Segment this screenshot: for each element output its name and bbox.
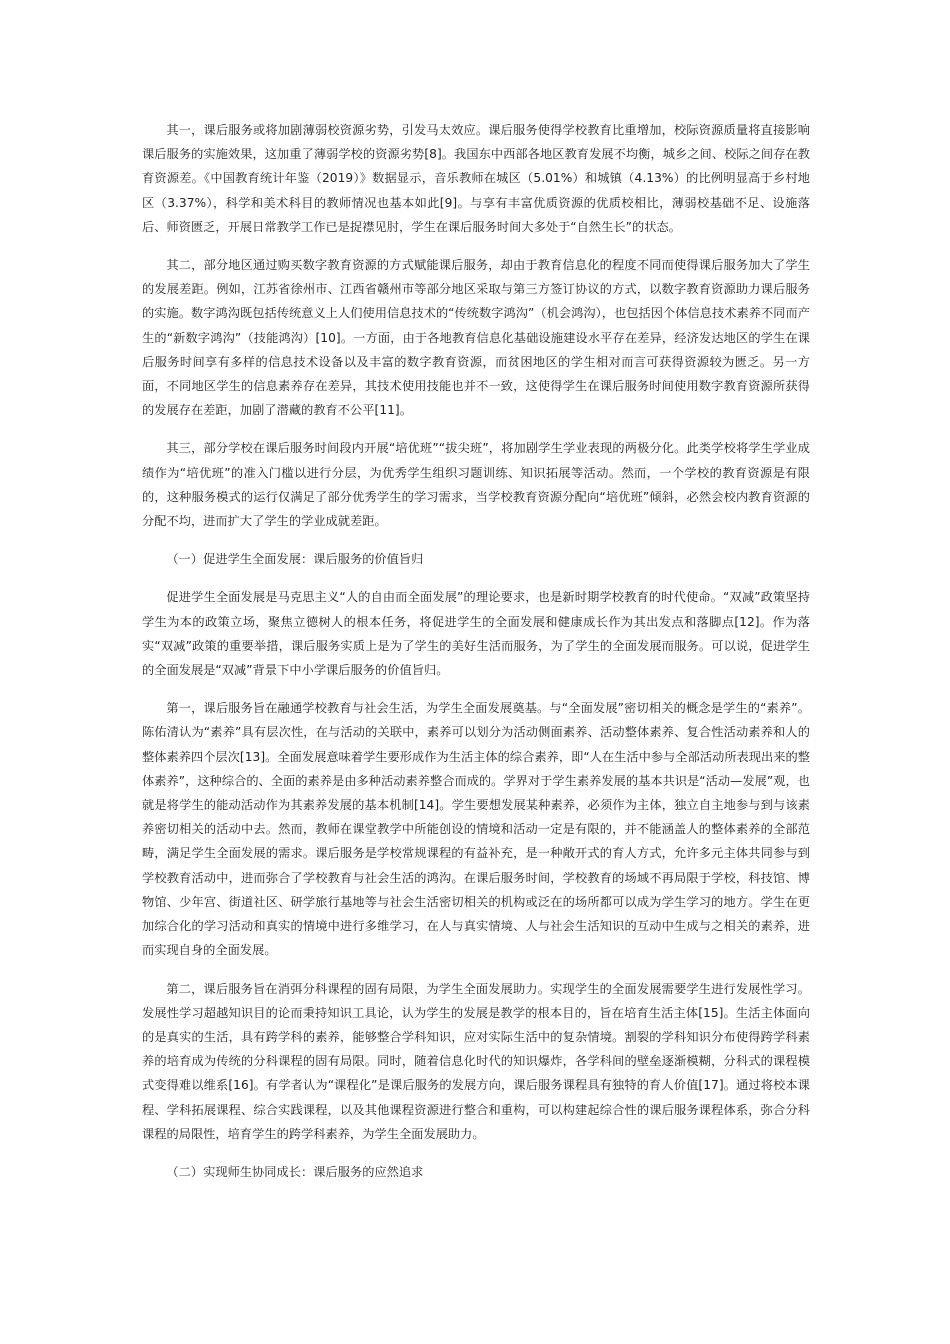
paragraph-third-point: 其三，部分学校在课后服务时间段内开展“培优班”“拔尖班”，将加剧学生学业表现的两极分化。此类学校将学生学业成绩作为“培优班”的准入门槛以进行分层，为优秀学生组织习题训练、知识拓展等活动。然而，一个学校的教育资源是有限的，这种服务模式的运行仅满足了部分优秀学生的学习需求，当学校教育资源分配向“培优班”倾斜，必然会校内教育资源的分配不均，进而扩大了学生的学业成就差距。: [142, 441, 810, 529]
section-heading-1: （一）促进学生全面发展：课后服务的价值旨归: [166, 552, 424, 567]
section-heading-2: （二）实现师生协同成长：课后服务的应然追求: [166, 1164, 424, 1179]
paragraph-first-aspect: 第一，课后服务旨在融通学校教育与社会生活，为学生全面发展奠基。与“全面发展”密切相关的概念是学生的“素养”。陈佑清认为“素养”具有层次性，在与活动的关联中，素养可以划分为活动侧面素养、活动整体素养、复合性活动素养和人的整体素养四个层次[13]。全面发展意味着学生要形成作为生活主体的综合素养，即“人在生活中参与全部活动所表现出来的整体素养”，这种综合的、全面的素养是由多种活动素养整合而成的。学界对于学生素养发展的基本共识是“活动—发展”观，也就是将学生的能动活动作为其素养发展的基本机制[14]。学生要想发展某种素养，必须作为主体，独立自主地参与到与该素养密切相关的活动中去。然而，教师在课堂教学中所能创设的情境和活动一定是有限的，并不能涵盖人的整体素养的全部范畴，满足学生全面发展的需求。课后服务是学校常规课程的有益补充，是一种敞开式的育人方式，允许多元主体共同参与到学校教育活动中，进而弥合了学校教育与社会生活的鸿沟。在课后服务时间，学校教育的场域不再局限于学校，科技馆、博物馆、少年宫、街道社区、研学旅行基地等与社会生活密切相关的机构或泛在的场所都可以成为学生学习的地方。学生在更加综合化的学习活动和真实的情境中进行多维学习，在人与真实情境、人与社会生活知识的互动中生成与之相关的素养，进而实现自身的全面发展。: [142, 701, 810, 958]
paragraph-second-point: 其二，部分地区通过购买数字教育资源的方式赋能课后服务，却由于教育信息化的程度不同而使得课后服务加大了学生的发展差距。例如，江苏省徐州市、江西省赣州市等部分地区采取与第三方签订协议的方式，以数字教育资源助力课后服务的实施。数字鸿沟既包括传统意义上人们使用信息技术的“传统数字鸿沟”（机会鸿沟），也包括因个体信息技术素养不同而产生的“新数字鸿沟”（技能鸿沟）[10]。一方面，由于各地教育信息化基础设施建设水平存在差异，经济发达地区的学生在课后服务时间享有多样的信息技术设备以及丰富的数字教育资源，而贫困地区的学生相对而言可获得资源较为匮乏。另一方面，不同地区学生的信息素养存在差异，其技术使用技能也并不一致，这使得学生在课后服务时间使用数字教育资源所获得的发展存在差距，加剧了潜藏的教育不公平[11]。: [142, 258, 810, 418]
article-body: [142, 118, 810, 1184]
paragraph-first-point: 其一，课后服务或将加剧薄弱校资源劣势，引发马太效应。课后服务使得学校教育比重增加，校际资源质量将直接影响课后服务的实施效果，这加重了薄弱学校的资源劣势[8]。我国东中西部各地区教育发展不均衡，城乡之间、校际之间存在教育资源差。《中国教育统计年鉴（2019）》数据显示，音乐教师在城区（5.01%）和城镇（4.13%）的比例明显高于乡村地区（3.37%），科学和美术科目的教师情况也基本如此[9]。与享有丰富优质资源的优质校相比，薄弱校基础不足、设施落后、师资匮乏，开展日常教学工作已是捉襟见肘，学生在课后服务时间大多处于“自然生长”的状态。: [142, 123, 810, 234]
paragraph-second-aspect: 第二，课后服务旨在消弭分科课程的固有局限，为学生全面发展助力。实现学生的全面发展需要学生进行发展性学习。发展性学习超越知识目的论而秉持知识工具论，认为学生的发展是教学的根本目的，旨在培育生活主体[15]。生活主体面向的是真实的生活，具有跨学科的素养，能够整合学科知识，应对实际生活中的复杂情境。割裂的学科知识分布使得跨学科素养的培育成为传统的分科课程的固有局限。同时，随着信息化时代的知识爆炸，各学科间的壁垒逐渐模糊，分科式的课程模式变得难以维系[16]。有学者认为“课程化”是课后服务的发展方向，课后服务课程具有独特的育人价值[17]。通过将校本课程、学科拓展课程、综合实践课程，以及其他课程资源进行整合和重构，可以构建起综合性的课后服务课程体系，弥合分科课程的局限性，培育学生的跨学科素养，为学生全面发展助力。: [142, 981, 810, 1141]
paragraph-intro: 促进学生全面发展是马克思主义“人的自由而全面发展”的理论要求，也是新时期学校教育的时代使命。“双减”政策坚持学生为本的政策立场，聚焦立德树人的根本任务，将促进学生的全面发展和健康成长作为其出发点和落脚点[12]。作为落实“双减”政策的重要举措，课后服务实质上是为了学生的美好生活而服务，为了学生的全面发展而服务。可以说，促进学生的全面发展是“双减”背景下中小学课后服务的价值旨归。: [142, 590, 810, 678]
